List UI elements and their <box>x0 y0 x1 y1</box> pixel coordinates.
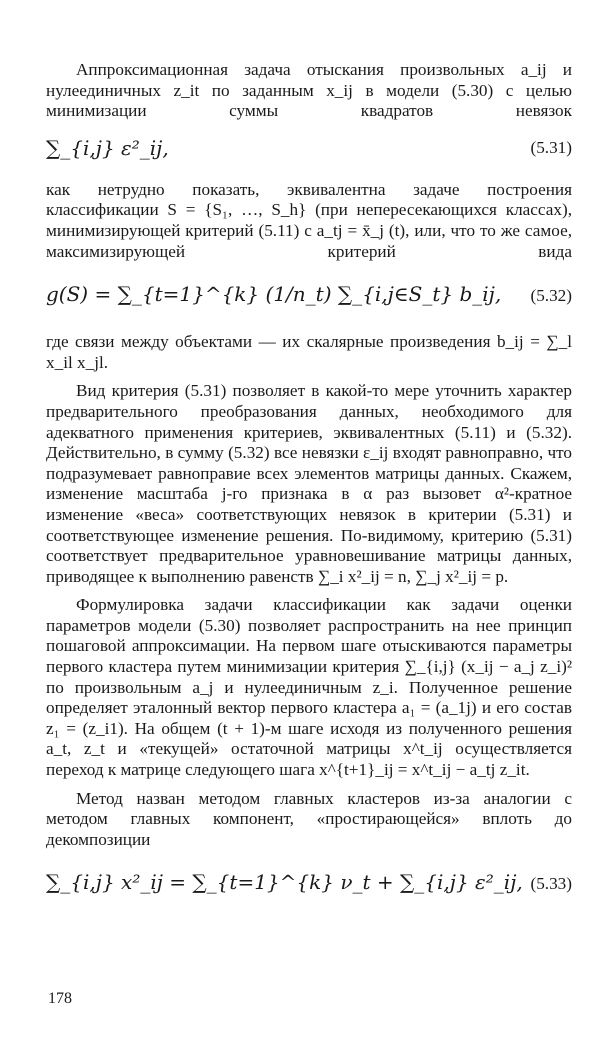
paragraph-6: Метод назван методом главных кластеров из-за аналогии с методом главных компонент, «простирающейся» вплоть до декомпозиции <box>46 788 572 849</box>
equation-5-32-number: (5.32) <box>530 286 572 306</box>
equation-5-32-formula: g(S) = ∑_{t=1}^{k} (1/n_t) ∑_{i,j∈S_t} b_ij, <box>46 282 502 307</box>
page-number: 178 <box>48 990 72 1007</box>
paragraph-2: как нетрудно показать, эквивалентна задаче построения классификации S = {S₁, …, S_h} (при непересекающихся классах), минимизирующей критерий (5.11) с a_tj = x̄_j (t), или, что то же самое, максимизирующей критерий вида <box>46 179 572 261</box>
equation-5-33 <box>46 854 572 916</box>
page-body <box>46 60 572 920</box>
paragraph-3: где связи между объектами — их скалярные произведения b_ij = ∑_l x_il x_jl. <box>46 332 572 372</box>
equation-5-31 <box>46 126 572 176</box>
equation-5-31-formula: ∑_{i,j} ε²_ij, <box>46 135 169 160</box>
paragraph-4: Вид критерия (5.31) позволяет в какой-то мере уточнить характер предварительного преобразования данных, необходимого для адекватного применения критериев, эквивалентных (5.11) и (5.32). Действительно, в сумму (5.32) все невязки ε_ij входят равноправно, что подразумевает равноправие всех элементов матрицы данных. Скажем, изменение масштаба j-го признака в α раз вызовет α²-кратное изменение «веса» соответствующих невязок в критерии (5.31) и соответствующее изменение решения. По-видимому, критерию (5.31) соответствует предварительное уравновешивание матрицы данных, приводящее к выполнению равенств ∑_i x²_ij = n, ∑_j x²_ij = p. <box>46 381 572 586</box>
paragraph-5: Формулировка задачи классификации как задачи оценки параметров модели (5.30) позволяет распространить на нее принцип пошаговой аппроксимации. На первом шаге отыскиваются параметры первого кластера путем минимизации критерия ∑_{i,j} (x_ij − a_j z_i)² по произвольным a_j и нулеединичным z_i. Полученное решение определяет эталонный вектор первого кластера a₁ = (a_1j) и его состав z₁ = (z_i1). На общем (t + 1)-м шаге исходя из полученного решения a_t, z_t и «текущей» остаточной матрицы x^t_ij осуществляется переход к матрице следующего шага x^{t+1}_ij = x^t_ij − a_tj z_it. <box>46 595 572 780</box>
paragraph-1: Аппроксимационная задача отыскания произвольных a_ij и нулеединичных z_it по заданным x_ij в модели (5.30) с целью минимизации суммы квадратов невязок <box>46 60 572 121</box>
equation-5-32 <box>46 266 572 328</box>
equation-5-33-number: (5.33) <box>530 874 572 894</box>
equation-5-33-formula: ∑_{i,j} x²_ij = ∑_{t=1}^{k} ν_t + ∑_{i,j} ε²_ij, <box>46 870 523 895</box>
equation-5-31-number: (5.31) <box>530 137 572 157</box>
